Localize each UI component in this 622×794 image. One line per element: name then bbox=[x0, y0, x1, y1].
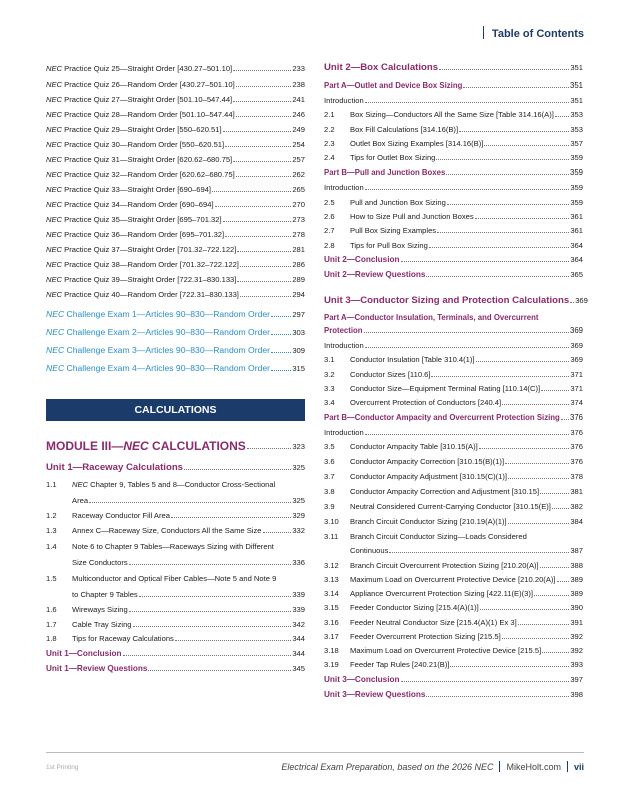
toc-entry[interactable]: 2.4 Tips for Outlet Box Sizing 359 bbox=[324, 153, 583, 162]
footer-divider bbox=[499, 761, 500, 772]
toc-entry[interactable]: 3.6 Conductor Ampacity Correction [310.15(B)(1)] 376 bbox=[324, 457, 583, 466]
toc-entry[interactable]: NEC Practice Quiz 35—Straight Order [695–701.32] 273 bbox=[46, 215, 305, 224]
toc-entry[interactable]: 2.6 How to Size Pull and Junction Boxes 361 bbox=[324, 212, 583, 221]
toc-entry[interactable]: 2.7 Pull Box Sizing Examples 361 bbox=[324, 226, 583, 235]
website-link[interactable]: MikeHolt.com bbox=[506, 762, 561, 772]
calculations-banner: CALCULATIONS bbox=[46, 399, 305, 421]
toc-entry[interactable]: NEC Practice Quiz 37—Straight Order [701.32–722.122] 281 bbox=[46, 245, 305, 254]
toc-entry[interactable]: 3.13 Maximum Load on Overcurrent Protective Device [210.20(A)] 389 bbox=[324, 575, 583, 584]
toc-entry[interactable]: 3.16 Feeder Neutral Conductor Size [215.4(A)(1) Ex 3] 391 bbox=[324, 618, 583, 627]
toc-entry[interactable]: 3.7 Conductor Ampacity Adjustment [310.15(C)(1)] 378 bbox=[324, 472, 583, 481]
toc-entry[interactable]: 1.2 Raceway Conductor Fill Area 329 bbox=[46, 511, 305, 520]
toc-challenge-entry[interactable]: NEC Challenge Exam 1—Articles 90–830—Random Order 297 bbox=[46, 309, 305, 319]
toc-review-entry[interactable]: Unit 2—Review Questions 365 bbox=[324, 270, 583, 279]
toc-entry[interactable]: 1.6 Wireways Sizing 339 bbox=[46, 605, 305, 614]
toc-entry[interactable]: 1.4 Note 6 to Chapter 9 Tables—Raceways Sizing with Different bbox=[46, 542, 274, 551]
toc-entry[interactable]: 3.1 Conductor Insulation [Table 310.4(1)] 369 bbox=[324, 355, 583, 364]
toc-entry[interactable]: 1.5 Multiconductor and Optical Fiber Cables—Note 5 and Note 9 bbox=[46, 574, 277, 583]
page-number: vii bbox=[573, 762, 584, 772]
toc-conclusion-entry[interactable]: Unit 3—Conclusion 397 bbox=[324, 675, 583, 684]
toc-entry-continued[interactable]: Area 325 bbox=[72, 496, 305, 505]
toc-entry[interactable]: NEC Practice Quiz 32—Random Order [620.62–680.75] 262 bbox=[46, 170, 305, 179]
toc-unit-entry[interactable]: Unit 2—Box Calculations 351 bbox=[324, 62, 583, 73]
toc-entry[interactable]: 3.5 Conductor Ampacity Table [310.15(A)] 376 bbox=[324, 442, 583, 451]
toc-entry[interactable]: 3.15 Feeder Conductor Sizing [215.4(A)(1)] 390 bbox=[324, 603, 583, 612]
toc-challenge-entry[interactable]: NEC Challenge Exam 2—Articles 90–830—Random Order 303 bbox=[46, 327, 305, 337]
toc-part-entry-continued[interactable]: Protection 369 bbox=[324, 326, 583, 335]
toc-entry[interactable]: 3.3 Conductor Size—Equipment Terminal Rating [110.14(C)] 371 bbox=[324, 384, 583, 393]
toc-entry[interactable]: NEC Practice Quiz 34—Random Order [690–694] 270 bbox=[46, 200, 305, 209]
toc-entry[interactable]: NEC Practice Quiz 39—Straight Order [722.31–830.133] 289 bbox=[46, 275, 305, 284]
toc-unit-entry[interactable]: Unit 3—Conductor Sizing and Protection Calculations 369 bbox=[324, 295, 588, 306]
toc-intro-entry[interactable]: Introduction 369 bbox=[324, 341, 583, 350]
toc-entry[interactable]: 3.12 Branch Circuit Overcurrent Protection Sizing [210.20(A)] 388 bbox=[324, 561, 583, 570]
toc-intro-entry[interactable]: Introduction 376 bbox=[324, 428, 583, 437]
toc-entry-continued[interactable]: Size Conductors 336 bbox=[72, 558, 305, 567]
toc-entry[interactable]: 3.17 Feeder Overcurrent Protection Sizing [215.5] 392 bbox=[324, 632, 583, 641]
footer-rule bbox=[46, 752, 584, 753]
toc-part-entry[interactable]: Part A—Conductor Insulation, Terminals, and Overcurrent bbox=[324, 313, 539, 322]
toc-entry[interactable]: NEC Practice Quiz 38—Random Order [701.32–722.122] 286 bbox=[46, 260, 305, 269]
toc-entry[interactable]: 1.3 Annex C—Raceway Size, Conductors All the Same Size 332 bbox=[46, 526, 305, 535]
toc-entry[interactable]: 3.19 Feeder Tap Rules [240.21(B)] 393 bbox=[324, 660, 583, 669]
running-header: Table of Contents bbox=[483, 26, 584, 40]
toc-entry[interactable]: NEC Practice Quiz 26—Random Order [430.27–501.10] 238 bbox=[46, 80, 305, 89]
footer-divider bbox=[567, 761, 568, 772]
toc-part-entry[interactable]: Part A—Outlet and Device Box Sizing 351 bbox=[324, 81, 583, 90]
toc-conclusion-entry[interactable]: Unit 2—Conclusion 364 bbox=[324, 255, 583, 264]
toc-review-entry[interactable]: Unit 3—Review Questions 398 bbox=[324, 690, 583, 699]
toc-entry[interactable]: 3.4 Overcurrent Protection of Conductors [240.4] 374 bbox=[324, 398, 583, 407]
toc-entry-continued[interactable]: Continuous 387 bbox=[350, 546, 583, 555]
toc-module-entry[interactable]: MODULE III—NEC CALCULATIONS 323 bbox=[46, 439, 305, 453]
toc-entry[interactable]: 3.8 Conductor Ampacity Correction and Adjustment [310.15] 381 bbox=[324, 487, 583, 496]
toc-entry[interactable]: 2.5 Pull and Junction Box Sizing 359 bbox=[324, 198, 583, 207]
toc-entry[interactable]: 3.2 Conductor Sizes [110.6] 371 bbox=[324, 370, 583, 379]
toc-challenge-entry[interactable]: NEC Challenge Exam 4—Articles 90–830—Random Order 315 bbox=[46, 363, 305, 373]
toc-entry[interactable]: NEC Practice Quiz 40—Random Order [722.31–830.133] 294 bbox=[46, 290, 305, 299]
toc-entry[interactable]: 2.3 Outlet Box Sizing Examples [314.16(B)] 357 bbox=[324, 139, 583, 148]
footer bbox=[281, 761, 584, 772]
toc-entry[interactable]: 1.8 Tips for Raceway Calculations 344 bbox=[46, 634, 305, 643]
toc-entry[interactable]: 3.9 Neutral Considered Current-Carrying Conductor [310.15(E)] 382 bbox=[324, 502, 583, 511]
toc-entry[interactable]: 3.14 Appliance Overcurrent Protection Sizing [422.11(E)(3)] 389 bbox=[324, 589, 583, 598]
toc-entry[interactable]: 3.18 Maximum Load on Overcurrent Protective Device [215.5] 392 bbox=[324, 646, 583, 655]
toc-conclusion-entry[interactable]: Unit 1—Conclusion 344 bbox=[46, 649, 305, 658]
toc-unit-entry[interactable]: Unit 1—Raceway Calculations 325 bbox=[46, 462, 305, 473]
toc-part-entry[interactable]: Part B—Pull and Junction Boxes 359 bbox=[324, 168, 583, 177]
toc-entry[interactable]: NEC Practice Quiz 29—Straight Order [550–620.51] 249 bbox=[46, 125, 305, 134]
toc-entry-continued[interactable]: to Chapter 9 Tables 339 bbox=[72, 590, 305, 599]
toc-entry[interactable]: NEC Practice Quiz 33—Straight Order [690–694] 265 bbox=[46, 185, 305, 194]
toc-entry[interactable]: NEC Practice Quiz 25—Straight Order [430.27–501.10] 233 bbox=[46, 64, 305, 73]
printing-label: 1st Printing bbox=[46, 764, 79, 771]
toc-entry[interactable]: 2.2 Box Fill Calculations [314.16(B)] 353 bbox=[324, 125, 583, 134]
toc-entry[interactable]: 1.7 Cable Tray Sizing 342 bbox=[46, 620, 305, 629]
book-title: Electrical Exam Preparation, based on the 2026 NEC bbox=[281, 762, 494, 772]
toc-review-entry[interactable]: Unit 1—Review Questions 345 bbox=[46, 664, 305, 673]
toc-entry[interactable]: 3.10 Branch Circuit Conductor Sizing [210.19(A)(1)] 384 bbox=[324, 517, 583, 526]
toc-entry[interactable]: NEC Practice Quiz 30—Random Order [550–620.51] 254 bbox=[46, 140, 305, 149]
toc-entry[interactable]: NEC Practice Quiz 28—Random Order [501.10–547.44] 246 bbox=[46, 110, 305, 119]
toc-entry[interactable]: 3.11 Branch Circuit Conductor Sizing—Loads Considered bbox=[324, 532, 527, 541]
toc-challenge-entry[interactable]: NEC Challenge Exam 3—Articles 90–830—Random Order 309 bbox=[46, 345, 305, 355]
toc-entry[interactable]: 2.1 Box Sizing—Conductors All the Same Size [Table 314.16(A)] 353 bbox=[324, 110, 583, 119]
toc-entry[interactable]: NEC Practice Quiz 36—Random Order [695–701.32] 278 bbox=[46, 230, 305, 239]
toc-entry[interactable]: NEC Practice Quiz 31—Straight Order [620.62–680.75] 257 bbox=[46, 155, 305, 164]
toc-entry[interactable]: NEC Practice Quiz 27—Straight Order [501.10–547.44] 241 bbox=[46, 95, 305, 104]
toc-intro-entry[interactable]: Introduction 359 bbox=[324, 183, 583, 192]
toc-entry[interactable]: 2.8 Tips for Pull Box Sizing 364 bbox=[324, 241, 583, 250]
toc-entry[interactable]: 1.1 NEC Chapter 9, Tables 5 and 8—Conductor Cross-Sectional bbox=[46, 480, 276, 489]
toc-intro-entry[interactable]: Introduction 351 bbox=[324, 96, 583, 105]
toc-part-entry[interactable]: Part B—Conductor Ampacity and Overcurrent Protection Sizing 376 bbox=[324, 413, 583, 422]
